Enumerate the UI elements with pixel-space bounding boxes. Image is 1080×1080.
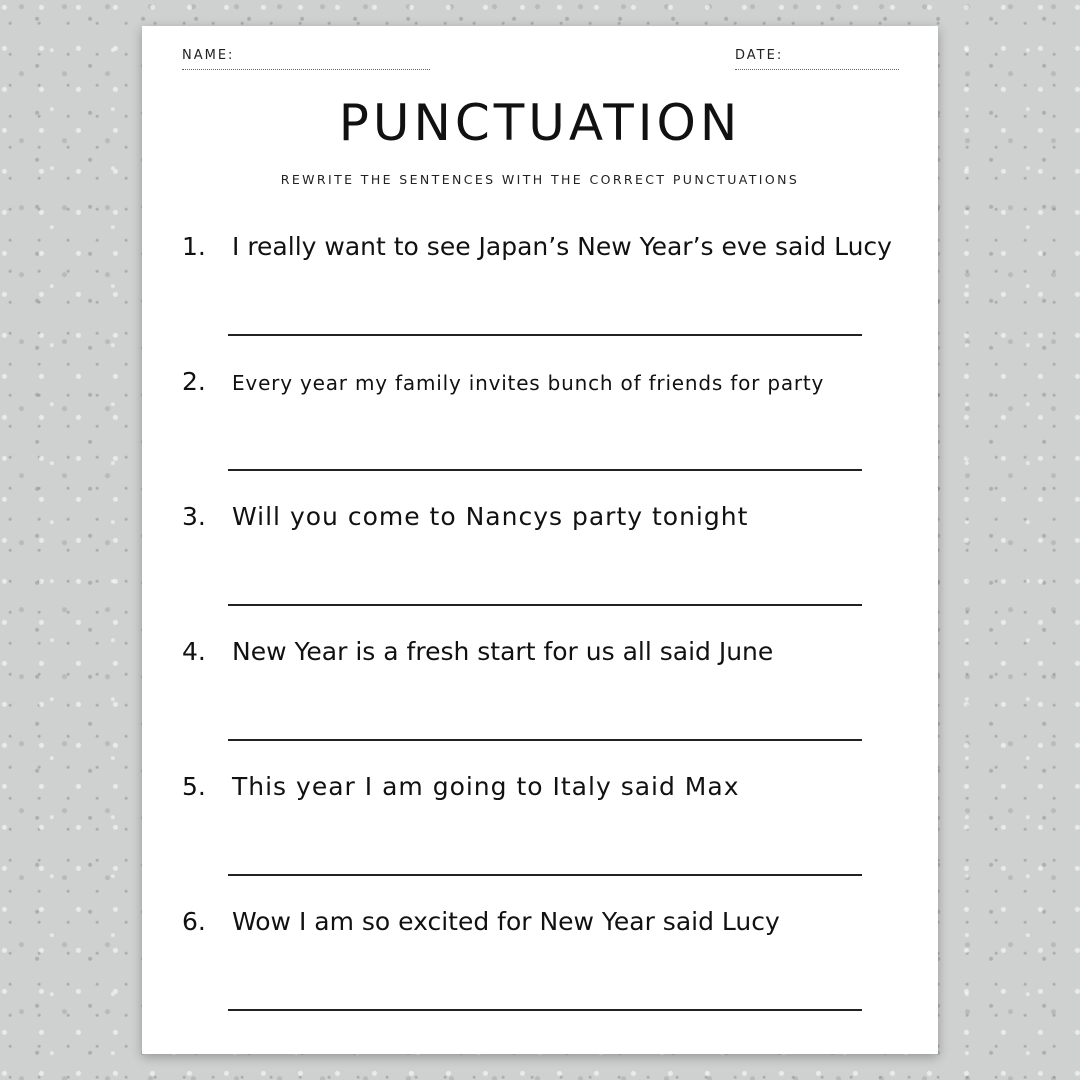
question-item xyxy=(182,367,902,502)
question-item xyxy=(182,772,902,907)
page-title: PUNCTUATION xyxy=(338,94,742,152)
question-text: Will you come to Nancys party tonight xyxy=(232,502,749,531)
name-label: NAME: xyxy=(182,48,235,63)
question-item xyxy=(182,232,902,367)
question-number: 6. xyxy=(182,907,206,936)
question-text: Wow I am so excited for New Year said Lucy xyxy=(232,907,780,936)
question-text: This year I am going to Italy said Max xyxy=(232,772,740,801)
name-field[interactable] xyxy=(182,48,430,70)
question-number: 5. xyxy=(182,772,206,801)
question-number: 1. xyxy=(182,232,206,261)
worksheet-page xyxy=(142,26,938,1054)
answer-line[interactable] xyxy=(228,739,862,741)
question-item xyxy=(182,637,902,772)
answer-line[interactable] xyxy=(228,604,862,606)
answer-line[interactable] xyxy=(228,334,862,336)
question-item xyxy=(182,502,902,637)
question-number: 3. xyxy=(182,502,206,531)
instructions: REWRITE THE SENTENCES WITH THE CORRECT PUNCTUATIONS xyxy=(280,172,800,187)
question-number: 4. xyxy=(182,637,206,666)
question-item xyxy=(182,907,902,1042)
question-text: Every year my family invites bunch of friends for party xyxy=(232,371,825,395)
date-field[interactable] xyxy=(735,48,899,70)
question-number: 2. xyxy=(182,367,206,396)
answer-line[interactable] xyxy=(228,874,862,876)
answer-line[interactable] xyxy=(228,1009,862,1011)
question-text: I really want to see Japan’s New Year’s eve said Lucy xyxy=(232,232,892,261)
date-label: DATE: xyxy=(735,48,784,63)
question-text: New Year is a fresh start for us all said June xyxy=(232,637,774,666)
answer-line[interactable] xyxy=(228,469,862,471)
